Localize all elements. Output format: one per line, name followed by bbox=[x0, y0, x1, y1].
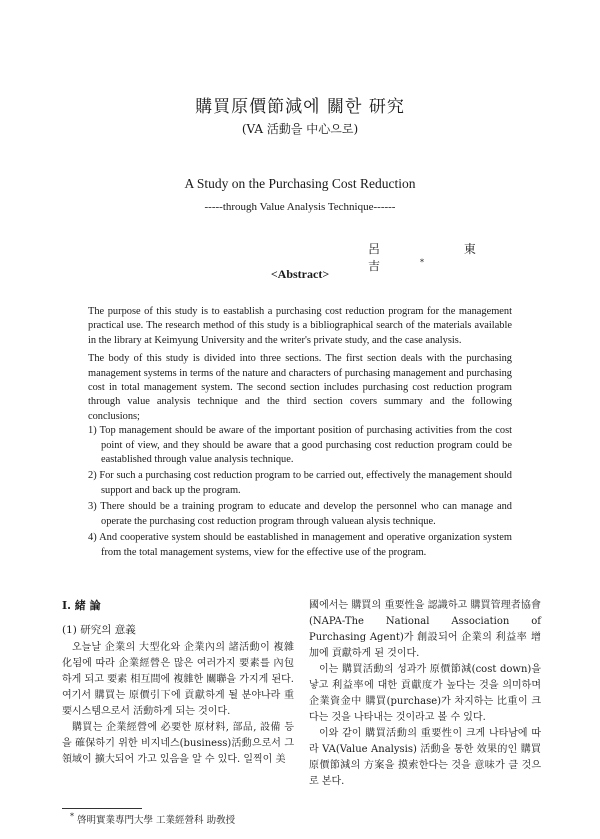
footnote-text: 啓明實業專門大學 工業經營科 助敎授 bbox=[77, 815, 236, 827]
right-paragraph-2: 이는 購買活動의 성과가 原價節減(cost down)을 낳고 利益率에 대한 貢獻度가 높다는 것을 의미하며 企業資金中 購買(purchase)가 차지하는 比重이 크다는 것을 나타내는 것이라고 볼 수 있다. bbox=[309, 664, 541, 723]
korean-subtitle: (VA 活動을 中心으로) bbox=[241, 122, 359, 136]
left-paragraph-1: 오늘날 企業의 大型化와 企業內의 諸活動이 複雜化됨에 따라 企業經營은 많은 여러가지 要素를 內包하게 되고 要素 相互間에 複雜한 關聯을 가지게 된다. 여기서 購買는 原價引下에 貢獻하게 될 분야나라 重要시스템으로서 活動하게 되는 것이다. bbox=[62, 642, 294, 717]
section-heading: I. 緒 論 bbox=[62, 599, 101, 612]
conclusion-item-2: 2) For such a purchasing cost reduction program to be carried out, effectively the management should support and back up the program. bbox=[88, 470, 512, 496]
korean-title: 購買原價節減에 關한 研究 bbox=[195, 97, 405, 117]
footnote bbox=[70, 812, 235, 826]
english-subtitle: -----through Value Analysis Technique------ bbox=[204, 201, 396, 213]
conclusion-item-3: 3) There should be a training program to educate and develop the personnel who can manage and operate the purchasing cost reduction program through valuean alysis technique. bbox=[88, 501, 512, 527]
left-column bbox=[62, 598, 294, 768]
abstract-body bbox=[88, 305, 512, 560]
right-column bbox=[309, 598, 541, 790]
footnote-mark: * bbox=[70, 812, 74, 821]
abstract-heading: <Abstract> bbox=[270, 267, 330, 281]
right-paragraph-3: 이와 같이 購買活動의 重要性이 크게 나타남에 따라 VA(Value Analysis) 活動을 통한 效果的인 購買原價節減의 方案을 摸索한다는 것을 意味가 클 것으로 본다. bbox=[309, 728, 541, 787]
english-title: A Study on the Purchasing Cost Reduction bbox=[184, 176, 416, 191]
conclusion-item-1: 1) Top management should be aware of the important position of purchasing activities from the cost point of view, and they should be aware that a good purchasing cost reduction program could be eastablished through value analysis technique. bbox=[88, 425, 512, 466]
abstract-paragraph-2: The body of this study is divided into three sections. The first section deals with the purchasing management systems in terms of the nature and characters of purchasing management and purchasing cost in total management system. The second section includes purchasing cost reduction program through value analysis technique and the third section covers summary and the following conclusions; bbox=[88, 353, 512, 422]
abstract-paragraph-1: The purpose of this study is to eastablish a purchasing cost reduction program for the management practical use. The research method of this study is a bibliographical search of the materials available in the library at Keimyung University and the writer's private study, and the case analysis. bbox=[88, 306, 512, 346]
right-paragraph-1: 國에서는 購買의 重要性을 認識하고 購買管理者協會(NAPA-The National Association of Purchasing Agent)가 創設되어 企業의 利益率 增加에 貢獻하게 된 것이다. bbox=[309, 600, 541, 659]
footnote-rule bbox=[62, 808, 142, 809]
author-footnote-mark: * bbox=[420, 258, 425, 267]
subsection-heading: (1) 研究의 意義 bbox=[62, 624, 136, 636]
conclusion-list bbox=[88, 424, 512, 560]
conclusion-item-4: 4) And cooperative system should be eastablished in management and operative organization system from the total management systems, view for the effective use of the program. bbox=[88, 532, 512, 558]
author-name-text: 呂 東 吉 bbox=[368, 242, 516, 273]
left-paragraph-2: 購買는 企業經營에 必要한 原材料, 部品, 設備 등을 確保하기 위한 비지네스(business)活動으로서 그 領域이 擴大되어 가고 있음을 알 수 있다. 일찍이 美 bbox=[62, 722, 294, 765]
